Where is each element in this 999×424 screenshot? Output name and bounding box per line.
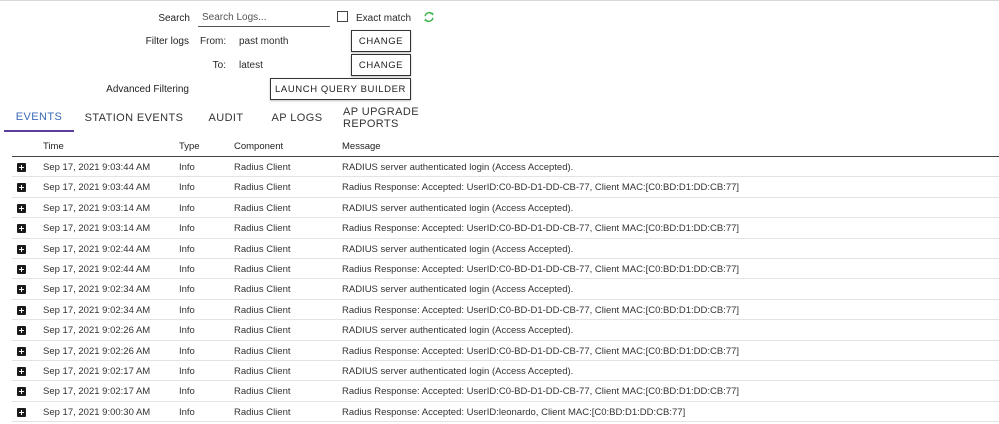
cell-message: Radius Response: Accepted: UserID:C0-BD-D1-DD-CB-77, Client MAC:[C0:BD:D1:DD:CB:77] bbox=[342, 304, 740, 316]
cell-time: Sep 17, 2021 9:02:26 AM bbox=[43, 345, 151, 357]
table-row[interactable] bbox=[12, 361, 999, 381]
table-row[interactable] bbox=[12, 198, 999, 218]
table-row[interactable] bbox=[12, 381, 999, 401]
column-header-type[interactable]: Type bbox=[179, 141, 200, 152]
cell-message: RADIUS server authenticated login (Access Accepted). bbox=[342, 243, 574, 255]
expand-plus-icon[interactable] bbox=[17, 245, 26, 254]
cell-type: Info bbox=[179, 325, 195, 337]
cell-type: Info bbox=[179, 182, 195, 194]
cell-component: Radius Client bbox=[234, 162, 291, 173]
cell-time: Sep 17, 2021 9:03:44 AM bbox=[43, 162, 151, 173]
cell-type: Info bbox=[179, 263, 195, 275]
from-value: past month bbox=[239, 36, 289, 47]
expand-plus-icon[interactable] bbox=[17, 367, 26, 376]
to-change-button[interactable]: CHANGE bbox=[351, 54, 411, 76]
cell-time: Sep 17, 2021 9:02:34 AM bbox=[43, 284, 151, 296]
cell-type: Info bbox=[179, 365, 195, 377]
table-row[interactable] bbox=[12, 300, 999, 320]
expand-plus-icon[interactable] bbox=[17, 387, 26, 396]
table-row[interactable] bbox=[12, 341, 999, 361]
cell-message: RADIUS server authenticated login (Access Accepted). bbox=[342, 325, 574, 337]
cell-type: Info bbox=[179, 406, 195, 418]
expand-plus-icon[interactable] bbox=[17, 204, 26, 213]
tab-ap-logs[interactable]: AP LOGS bbox=[271, 111, 323, 124]
cell-message: Radius Response: Accepted: UserID:leonardo, Client MAC:[C0:BD:D1:DD:CB:77] bbox=[342, 406, 686, 418]
table-row[interactable] bbox=[12, 239, 999, 259]
column-header-time[interactable]: Time bbox=[43, 141, 64, 152]
table-row[interactable] bbox=[12, 157, 999, 177]
cell-message: Radius Response: Accepted: UserID:C0-BD-D1-DD-CB-77, Client MAC:[C0:BD:D1:DD:CB:77] bbox=[342, 263, 740, 275]
cell-type: Info bbox=[179, 386, 195, 398]
cell-type: Info bbox=[179, 304, 195, 316]
from-label: From: bbox=[200, 36, 227, 47]
cell-component: Radius Client bbox=[234, 202, 291, 214]
table-row[interactable] bbox=[12, 279, 999, 299]
cell-type: Info bbox=[179, 284, 195, 296]
expand-plus-icon[interactable] bbox=[17, 183, 26, 192]
expand-plus-icon[interactable] bbox=[17, 224, 26, 233]
cell-type: Info bbox=[179, 223, 195, 235]
events-table bbox=[12, 137, 999, 422]
table-row[interactable] bbox=[12, 218, 999, 238]
filter-logs-label: Filter logs bbox=[145, 36, 189, 47]
table-body bbox=[12, 157, 999, 422]
expand-plus-icon[interactable] bbox=[17, 285, 26, 294]
from-change-button[interactable]: CHANGE bbox=[351, 30, 411, 52]
to-value: latest bbox=[239, 60, 263, 71]
table-row[interactable] bbox=[12, 177, 999, 197]
search-label: Search bbox=[158, 13, 190, 24]
advanced-filtering-label: Advanced Filtering bbox=[106, 84, 189, 95]
tab-events[interactable]: EVENTS bbox=[4, 103, 74, 132]
cell-type: Info bbox=[179, 345, 195, 357]
cell-type: Info bbox=[179, 162, 195, 173]
cell-time: Sep 17, 2021 9:02:44 AM bbox=[43, 263, 151, 275]
cell-component: Radius Client bbox=[234, 406, 291, 418]
column-header-component[interactable]: Component bbox=[234, 141, 284, 152]
expand-plus-icon[interactable] bbox=[17, 326, 26, 335]
cell-time: Sep 17, 2021 9:03:14 AM bbox=[43, 202, 151, 214]
table-row[interactable] bbox=[12, 259, 999, 279]
top-divider bbox=[0, 0, 999, 1]
tab-bar bbox=[0, 103, 999, 132]
expand-plus-icon[interactable] bbox=[17, 347, 26, 356]
exact-match-label: Exact match bbox=[356, 13, 412, 24]
cell-time: Sep 17, 2021 9:02:26 AM bbox=[43, 325, 151, 337]
cell-time: Sep 17, 2021 9:02:17 AM bbox=[43, 365, 151, 377]
cell-type: Info bbox=[179, 243, 195, 255]
cell-component: Radius Client bbox=[234, 365, 291, 377]
cell-type: Info bbox=[179, 202, 195, 214]
cell-component: Radius Client bbox=[234, 243, 291, 255]
cell-message: RADIUS server authenticated login (Access Accepted). bbox=[342, 365, 574, 377]
cell-time: Sep 17, 2021 9:02:44 AM bbox=[43, 243, 151, 255]
cell-time: Sep 17, 2021 9:03:44 AM bbox=[43, 182, 151, 194]
refresh-icon[interactable] bbox=[423, 11, 435, 23]
cell-time: Sep 17, 2021 9:00:30 AM bbox=[43, 406, 151, 418]
cell-component: Radius Client bbox=[234, 386, 291, 398]
table-header bbox=[12, 137, 999, 157]
launch-query-builder-button[interactable]: LAUNCH QUERY BUILDER bbox=[270, 78, 411, 100]
search-input[interactable] bbox=[198, 9, 330, 27]
cell-time: Sep 17, 2021 9:02:34 AM bbox=[43, 304, 151, 316]
expand-plus-icon[interactable] bbox=[17, 163, 26, 172]
tab-ap-upgrade-reports[interactable]: AP UPGRADE REPORTS bbox=[343, 105, 419, 130]
cell-time: Sep 17, 2021 9:03:14 AM bbox=[43, 223, 151, 235]
cell-component: Radius Client bbox=[234, 223, 291, 235]
cell-time: Sep 17, 2021 9:02:17 AM bbox=[43, 386, 151, 398]
tab-station-events[interactable]: STATION EVENTS bbox=[84, 111, 184, 124]
expand-plus-icon[interactable] bbox=[17, 265, 26, 274]
table-row[interactable] bbox=[12, 320, 999, 340]
expand-plus-icon[interactable] bbox=[17, 408, 26, 417]
cell-message: RADIUS server authenticated login (Access Accepted). bbox=[342, 284, 574, 296]
cell-component: Radius Client bbox=[234, 325, 291, 337]
exact-match-checkbox[interactable] bbox=[337, 11, 348, 22]
cell-message: RADIUS server authenticated login (Access Accepted). bbox=[342, 202, 574, 214]
tab-audit[interactable]: AUDIT bbox=[208, 111, 244, 124]
cell-component: Radius Client bbox=[234, 345, 291, 357]
cell-component: Radius Client bbox=[234, 263, 291, 275]
column-header-message[interactable]: Message bbox=[342, 141, 381, 152]
table-row[interactable] bbox=[12, 402, 999, 422]
cell-component: Radius Client bbox=[234, 182, 291, 194]
cell-message: Radius Response: Accepted: UserID:C0-BD-D1-DD-CB-77, Client MAC:[C0:BD:D1:DD:CB:77] bbox=[342, 386, 740, 398]
to-label: To: bbox=[212, 60, 226, 71]
expand-plus-icon[interactable] bbox=[17, 306, 26, 315]
cell-message: RADIUS server authenticated login (Access Accepted). bbox=[342, 162, 574, 173]
cell-message: Radius Response: Accepted: UserID:C0-BD-D1-DD-CB-77, Client MAC:[C0:BD:D1:DD:CB:77] bbox=[342, 345, 740, 357]
cell-component: Radius Client bbox=[234, 304, 291, 316]
cell-message: Radius Response: Accepted: UserID:C0-BD-D1-DD-CB-77, Client MAC:[C0:BD:D1:DD:CB:77] bbox=[342, 223, 740, 235]
cell-component: Radius Client bbox=[234, 284, 291, 296]
cell-message: Radius Response: Accepted: UserID:C0-BD-D1-DD-CB-77, Client MAC:[C0:BD:D1:DD:CB:77] bbox=[342, 182, 740, 194]
